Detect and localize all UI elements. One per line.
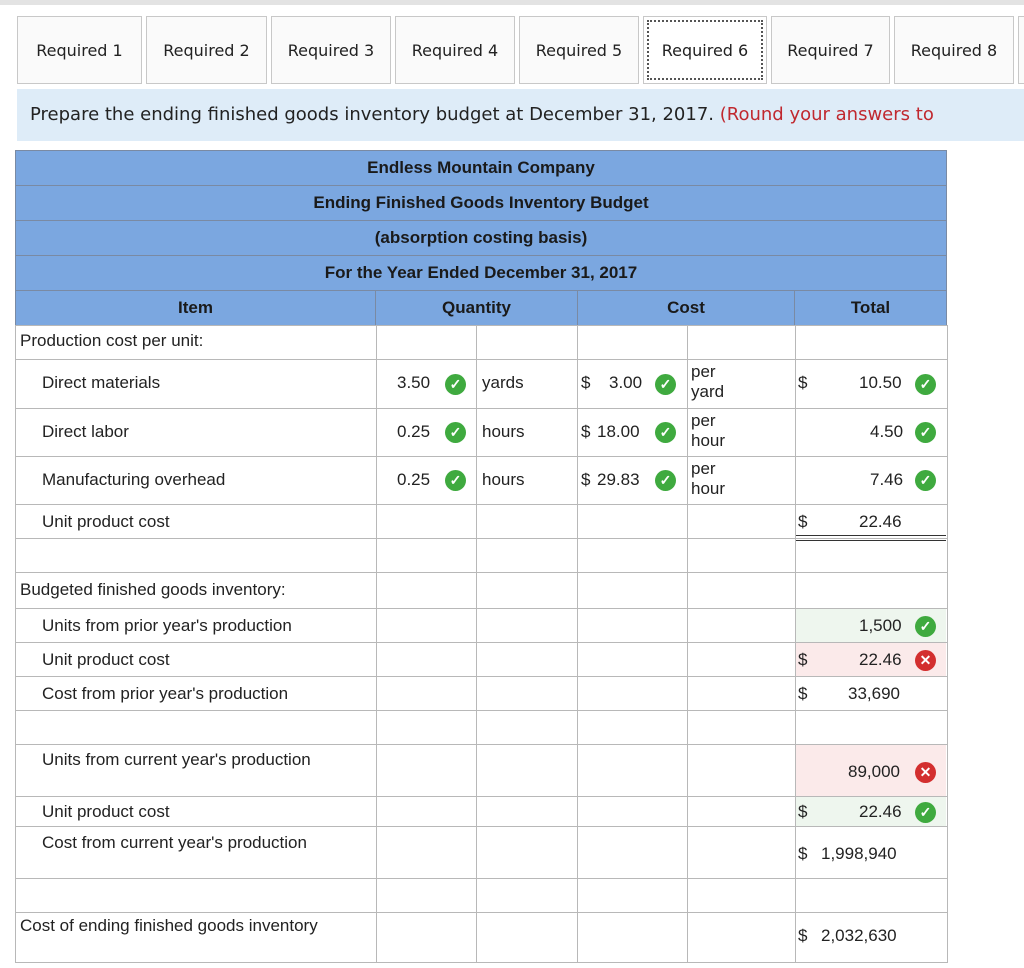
check-icon: ✓ xyxy=(655,374,676,395)
check-icon: ✓ xyxy=(445,470,466,491)
row-prior-cost-col-1 xyxy=(376,676,477,711)
row-unit-product-cost-col-2 xyxy=(476,504,578,539)
dl-total-value[interactable]: 4.50 xyxy=(870,422,904,441)
moh-cost-symbol: $ xyxy=(581,470,591,489)
costing-basis: (absorption costing basis) xyxy=(15,220,947,256)
unit-product-cost-label: Unit product cost xyxy=(42,512,170,531)
check-icon: ✓ xyxy=(915,374,936,395)
row-current-units-col-4 xyxy=(687,744,796,797)
row-production-cost-col-2 xyxy=(476,325,578,360)
row-ending-inventory-col-4 xyxy=(687,912,796,963)
ending-inventory-label: Cost of ending finished goods inventory xyxy=(20,916,318,935)
upc-total-value: 22.46 xyxy=(859,512,902,531)
instructions xyxy=(17,89,1024,141)
tab-required-1[interactable]: Required 1 xyxy=(17,16,142,84)
row-current-upc-col-3 xyxy=(577,796,688,827)
moh-quantity-unit[interactable]: hours xyxy=(482,470,525,489)
tab-bar xyxy=(17,16,1024,86)
row-spacer-2-col-5 xyxy=(795,710,948,745)
row-budgeted-label-col-4 xyxy=(687,572,796,609)
moh-total-value[interactable]: 7.46 xyxy=(870,470,904,489)
row-prior-upc-col-1 xyxy=(376,642,477,677)
budget-period: For the Year Ended December 31, 2017 xyxy=(15,255,947,291)
tab-required-8[interactable]: Required 8 xyxy=(894,16,1014,84)
tab-required-3[interactable]: Required 3 xyxy=(271,16,391,84)
current-upc-label: Unit product cost xyxy=(42,802,170,821)
dl-quantity-input[interactable]: 0.25 xyxy=(397,422,431,441)
budgeted-inventory-label: Budgeted finished goods inventory: xyxy=(20,580,286,599)
row-prior-units-col-3 xyxy=(577,608,688,643)
dm-cost-input[interactable]: 3.00 xyxy=(609,373,643,392)
row-prior-units-col-2 xyxy=(476,608,578,643)
row-ending-inventory-col-3 xyxy=(577,912,688,963)
budget-title: Ending Finished Goods Inventory Budget xyxy=(15,185,947,221)
row-prior-upc-col-3 xyxy=(577,642,688,677)
prior-upc-label: Unit product cost xyxy=(42,650,170,669)
row-unit-product-cost-col-4 xyxy=(687,504,796,539)
tab-required-2[interactable]: Required 2 xyxy=(146,16,267,84)
tab-required-5[interactable]: Required 5 xyxy=(519,16,639,84)
row-spacer-1-col-0 xyxy=(15,538,377,573)
dl-cost-input[interactable]: 18.00 xyxy=(597,422,640,441)
row-spacer-3-col-0 xyxy=(15,878,377,913)
row-prior-upc-col-2 xyxy=(476,642,578,677)
tab-required-6[interactable]: Required 6 xyxy=(643,16,767,84)
row-spacer-2-col-2 xyxy=(476,710,578,745)
current-units-label: Units from current year's production xyxy=(42,750,311,769)
tab-required-4[interactable]: Required 4 xyxy=(395,16,515,84)
instructions-text: Prepare the ending finished goods inventory budget at December 31, 2017. xyxy=(30,104,715,125)
row-current-cost-col-2 xyxy=(476,826,578,879)
check-icon: ✓ xyxy=(445,374,466,395)
row-spacer-2-col-4 xyxy=(687,710,796,745)
current-cost-label: Cost from current year's production xyxy=(42,833,307,852)
row-budgeted-label-col-2 xyxy=(476,572,578,609)
row-spacer-3-col-5 xyxy=(795,878,948,913)
row-current-upc-col-4 xyxy=(687,796,796,827)
row-prior-upc-col-4 xyxy=(687,642,796,677)
moh-cost-unit[interactable]: per hour xyxy=(691,459,726,498)
row-production-cost-col-1 xyxy=(376,325,477,360)
row-current-cost-col-4 xyxy=(687,826,796,879)
row-prior-units-col-1 xyxy=(376,608,477,643)
dm-total-value[interactable]: 10.50 xyxy=(859,373,902,392)
direct-labor-label: Direct labor xyxy=(42,422,129,441)
row-prior-cost-col-4 xyxy=(687,676,796,711)
row-current-units-col-2 xyxy=(476,744,578,797)
row-production-cost-col-4 xyxy=(687,325,796,360)
row-current-units-col-1 xyxy=(376,744,477,797)
dm-quantity-input[interactable]: 3.50 xyxy=(397,373,431,392)
row-spacer-2-col-0 xyxy=(15,710,377,745)
current-upc-symbol: $ xyxy=(798,802,808,821)
row-budgeted-label-col-5 xyxy=(795,572,948,609)
col-header-total: Total xyxy=(794,290,947,326)
row-spacer-3-col-4 xyxy=(687,878,796,913)
prior-cost-value: 33,690 xyxy=(848,684,900,703)
row-spacer-1-col-3 xyxy=(577,538,688,573)
prior-units-label: Units from prior year's production xyxy=(42,616,292,635)
current-upc-value[interactable]: 22.46 xyxy=(859,802,902,821)
row-spacer-3-col-1 xyxy=(376,878,477,913)
check-icon: ✓ xyxy=(655,422,676,443)
row-budgeted-label-col-1 xyxy=(376,572,477,609)
row-ending-inventory-col-1 xyxy=(376,912,477,963)
current-cost-value: 1,998,940 xyxy=(821,844,897,863)
direct-materials-label: Direct materials xyxy=(42,373,161,392)
dm-cost-symbol: $ xyxy=(581,373,591,392)
double-underline xyxy=(796,535,946,541)
moh-quantity-input[interactable]: 0.25 xyxy=(397,470,431,489)
current-units-value[interactable]: 89,000 xyxy=(848,762,900,781)
row-spacer-3-col-3 xyxy=(577,878,688,913)
row-prior-units-col-4 xyxy=(687,608,796,643)
prior-units-value[interactable]: 1,500 xyxy=(859,616,902,635)
prior-cost-label: Cost from prior year's production xyxy=(42,684,289,703)
error-icon: ✕ xyxy=(915,762,936,783)
ending-cost-value: 2,032,630 xyxy=(821,926,897,945)
row-prior-cost-col-3 xyxy=(577,676,688,711)
moh-cost-input[interactable]: 29.83 xyxy=(597,470,640,489)
col-header-quantity: Quantity xyxy=(375,290,578,326)
tab-overflow[interactable] xyxy=(1018,16,1024,84)
row-ending-inventory-col-2 xyxy=(476,912,578,963)
current-cost-symbol: $ xyxy=(798,844,808,863)
row-budgeted-label-col-3 xyxy=(577,572,688,609)
row-unit-product-cost-col-3 xyxy=(577,504,688,539)
top-bar xyxy=(0,0,1024,5)
dl-cost-unit[interactable]: per hour xyxy=(691,411,726,450)
row-current-cost-col-3 xyxy=(577,826,688,879)
check-icon: ✓ xyxy=(445,422,466,443)
row-spacer-1-col-4 xyxy=(687,538,796,573)
dl-quantity-unit[interactable]: hours xyxy=(482,422,525,441)
dm-total-symbol: $ xyxy=(798,373,808,392)
row-spacer-2-col-3 xyxy=(577,710,688,745)
row-spacer-1-col-2 xyxy=(476,538,578,573)
dl-cost-symbol: $ xyxy=(581,422,591,441)
row-production-cost-col-3 xyxy=(577,325,688,360)
check-icon: ✓ xyxy=(915,802,936,823)
tab-required-7[interactable]: Required 7 xyxy=(771,16,890,84)
row-prior-cost-col-2 xyxy=(476,676,578,711)
row-spacer-2-col-1 xyxy=(376,710,477,745)
check-icon: ✓ xyxy=(915,470,936,491)
production-cost-label: Production cost per unit: xyxy=(20,331,204,350)
dm-quantity-unit[interactable]: yards xyxy=(482,373,524,392)
dm-cost-unit[interactable]: per yard xyxy=(691,362,725,401)
row-spacer-1-col-5 xyxy=(795,538,948,573)
prior-upc-value[interactable]: 22.46 xyxy=(859,650,902,669)
prior-upc-symbol: $ xyxy=(798,650,808,669)
ending-cost-symbol: $ xyxy=(798,926,808,945)
col-header-cost: Cost xyxy=(577,290,795,326)
check-icon: ✓ xyxy=(915,616,936,637)
company-name: Endless Mountain Company xyxy=(15,150,947,186)
error-icon: ✕ xyxy=(915,650,936,671)
upc-total-symbol: $ xyxy=(798,512,808,531)
row-spacer-1-col-1 xyxy=(376,538,477,573)
row-spacer-3-col-2 xyxy=(476,878,578,913)
row-production-cost-col-5 xyxy=(795,325,948,360)
row-current-upc-col-1 xyxy=(376,796,477,827)
check-icon: ✓ xyxy=(655,470,676,491)
check-icon: ✓ xyxy=(915,422,936,443)
row-current-cost-col-1 xyxy=(376,826,477,879)
prior-cost-symbol: $ xyxy=(798,684,808,703)
row-current-upc-col-2 xyxy=(476,796,578,827)
rounding-note: (Round your answers to xyxy=(719,104,934,125)
row-unit-product-cost-col-1 xyxy=(376,504,477,539)
row-current-units-col-3 xyxy=(577,744,688,797)
manufacturing-overhead-label: Manufacturing overhead xyxy=(42,470,226,489)
col-header-item: Item xyxy=(15,290,376,326)
